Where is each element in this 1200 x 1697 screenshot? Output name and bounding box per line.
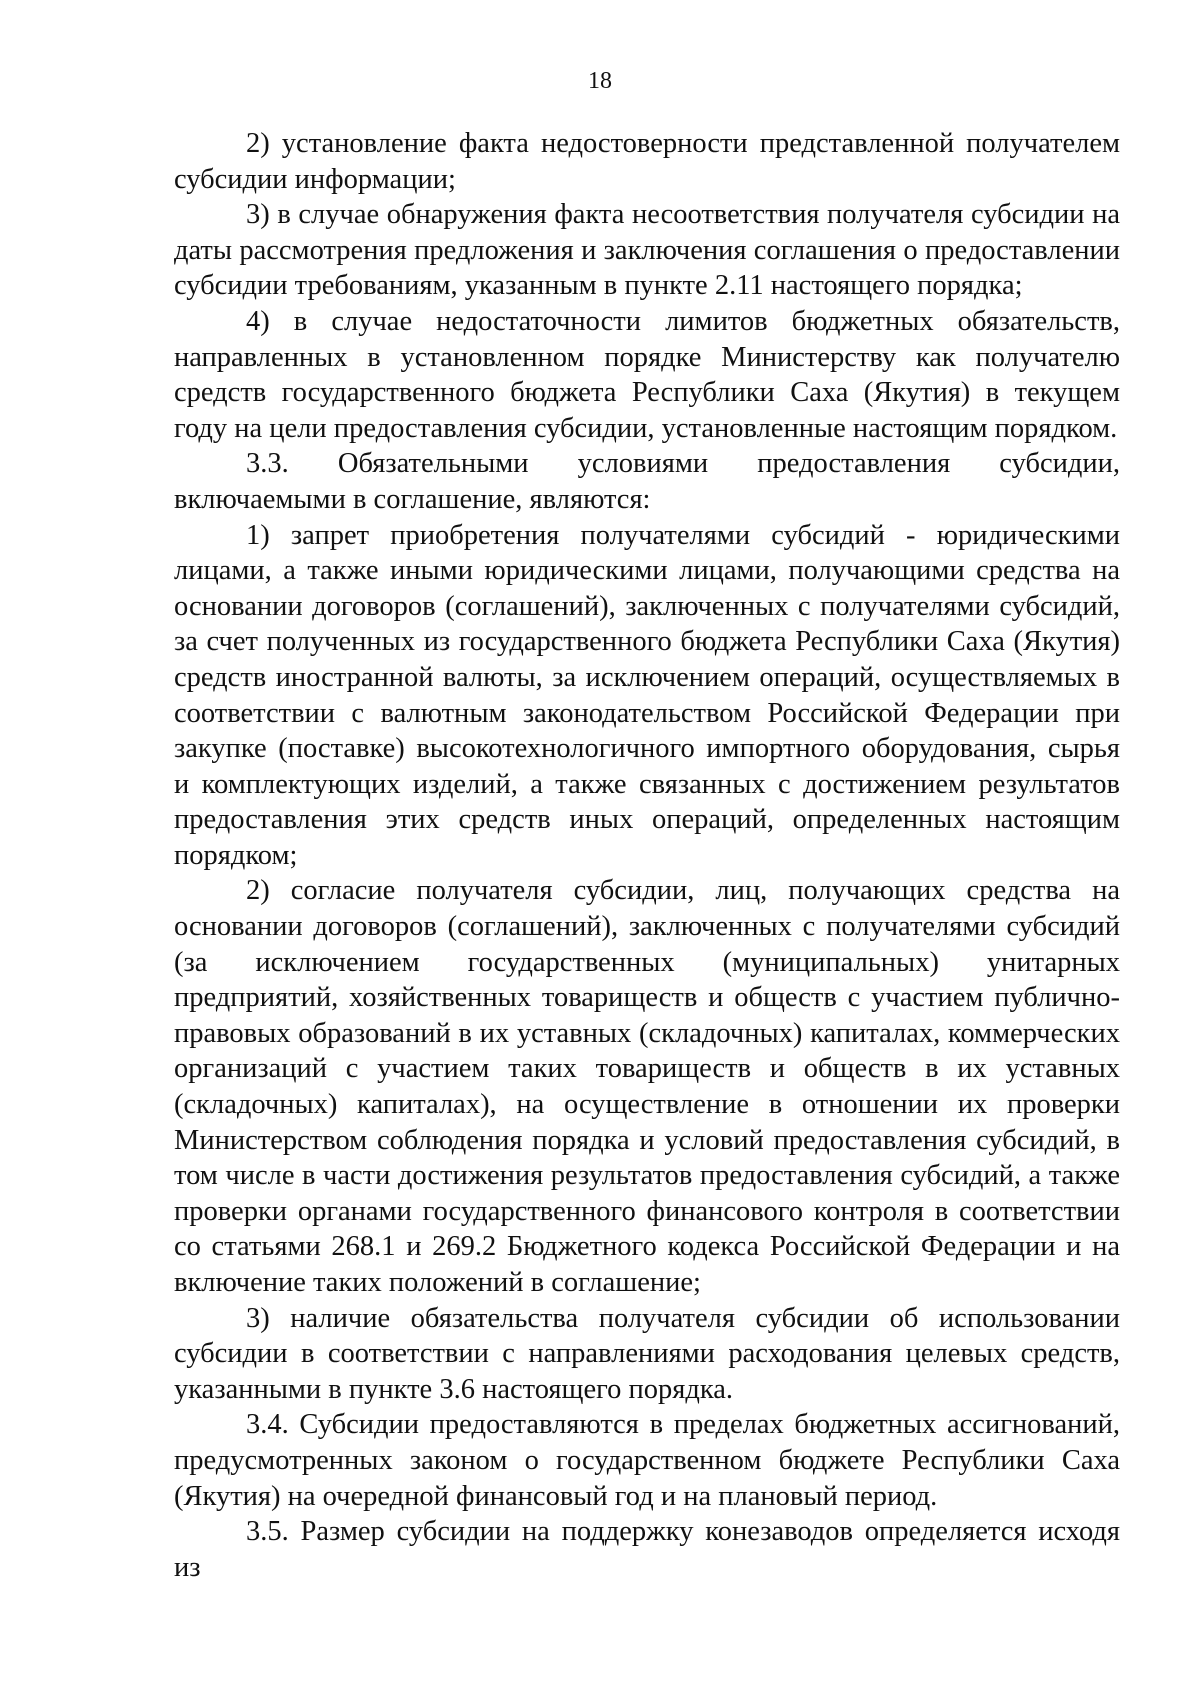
document-body <box>174 126 1120 1585</box>
paragraph-section-3-4: 3.4. Субсидии предоставляются в пределах бюджетных ассигнований, предусмотренных законом о государственном бюджете Республики Саха (Якутия) на очередной финансовый год и на плановый период. <box>174 1409 1120 1512</box>
page-number: 18 <box>588 68 612 94</box>
paragraph-item-4: 4) в случае недостаточности лимитов бюджетных обязательств, направленных в установленном порядке Министерству как получателю средств государственного бюджета Республики Саха (Якутия) в текущем году на цели предоставления субсидии, установленные настоящим порядком. <box>174 305 1120 444</box>
paragraph-item-2: 2) установление факта недостоверности представленной получателем субсидии информации; <box>174 128 1120 195</box>
paragraph-item-3: 3) в случае обнаружения факта несоответствия получателя субсидии на даты рассмотрения предложения и заключения соглашения о предоставлении субсидии требованиям, указанным в пункте 2.11 настоящего порядка; <box>174 199 1120 302</box>
paragraph-condition-3: 3) наличие обязательства получателя субсидии об использовании субсидии в соответствии с направлениями расходования целевых средств, указанными в пункте 3.6 настоящего порядка. <box>174 1302 1120 1405</box>
paragraph-condition-1: 1) запрет приобретения получателями субсидий - юридическими лицами, а также иными юридическими лицами, получающими средства на основании договоров (соглашений), заключенных с получателями субсидий, за счет полученных из государственного бюджета Республики Саха (Якутия) средств иностранной валюты, за исключением операций, осуществляемых в соответствии с валютным законодательством Российской Федерации при закупке (поставке) высокотехнологичного импортного оборудования, сырья и комплектующих изделий, а также связанных с достижением результатов предоставления этих средств иных операций, определенных настоящим порядком; <box>174 519 1120 871</box>
paragraph-section-3-3: 3.3. Обязательными условиями предоставления субсидии, включаемыми в соглашение, являются: <box>174 448 1120 515</box>
paragraph-condition-2: 2) согласие получателя субсидии, лиц, получающих средства на основании договоров (соглашений), заключенных с получателями субсидий (за исключением государственных (муниципальных) унитарных предприятий, хозяйственных товариществ и обществ с участием публично-правовых образований в их уставных (складочных) капиталах, коммерческих организаций с участием таких товариществ и обществ в их уставных (складочных) капиталах), на осуществление в отношении их проверки Министерством соблюдения порядка и условий предоставления субсидий, в том числе в части достижения результатов предоставления субсидий, а также проверки органами государственного финансового контроля в соответствии со статьями 268.1 и 269.2 Бюджетного кодекса Российской Федерации и на включение таких положений в соглашение; <box>174 875 1120 1298</box>
paragraph-section-3-5: 3.5. Размер субсидии на поддержку конезаводов определяется исходя из <box>174 1516 1120 1583</box>
